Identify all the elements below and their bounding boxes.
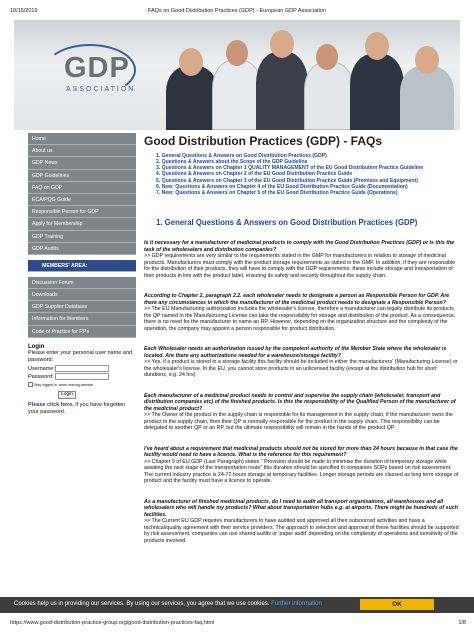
print-title: FAQs on Good Distribution Practices (GDP) - European GDP Association xyxy=(147,8,327,14)
faq-answer: >> The Current EU GDP requires manufacturers to have audited and approved all their outsourced activities and have a technical/quality agreement with their service providers. The approach to selection and approval of these facilities should be supported by risk assessment, companies can use shared audits or 'paper audit' depending on the complexity of operations and sensitivity of the products involved. xyxy=(144,518,459,544)
toc-link[interactable]: 6. New: Questions & Answers on Chapter 4 of the EU Good Distribution Practice Guide (Documentation) xyxy=(156,183,408,190)
forgot-password-text: if you have forgotten your password. xyxy=(28,402,126,415)
login-title: Login xyxy=(28,343,45,350)
main-content xyxy=(142,133,460,605)
login-button[interactable]: Login xyxy=(58,391,76,399)
banner-people-image xyxy=(156,26,456,130)
print-url: https://www.good-distribution-practice-group.org/good-distribution-practices-faq.html xyxy=(10,620,215,626)
toc-link[interactable]: 1. General Questions & Answers on Good Distribution Practices (GDP) xyxy=(156,152,327,159)
page-title: Good Distribution Practices (GDP) - FAQs xyxy=(144,134,383,148)
stay-logged-in-label: Stay logged in, when leaving website xyxy=(34,382,93,387)
members-nav-item[interactable]: Code of Practice for RPs xyxy=(28,326,136,338)
toc-link[interactable]: 4. Questions & Answers on Chapter 2 of the EU Good Distribution Practice Guide xyxy=(156,171,353,178)
forgot-password-link[interactable]: Please click here, xyxy=(28,402,74,409)
members-nav-item[interactable]: GDP Supplier Database xyxy=(28,301,136,313)
faq-question: According to Chapter 2, paragraph 2.2. each wholesaler needs to designate a person as Responsible Person for GDP. Are there any circumstances in which the manufacturer of the medicinal product needs to designate a Responsible Person? xyxy=(144,293,450,306)
members-area-header: MEMBERS' AREA: xyxy=(28,260,136,272)
toc-link[interactable]: 7. New: Questions & Answers on Chapter 5 of the EU Good Distribution Practice Guide (Operations) xyxy=(156,190,398,197)
login-box xyxy=(28,344,136,416)
nav-item[interactable]: Apply for Membership xyxy=(28,218,136,230)
nav-item[interactable]: Home xyxy=(28,133,136,145)
faq-answer: >> Yes, if a product is stored in a storage facility this facility should be included in either the manufacturers' (Manufacturing License) or the wholesaler's license. In the EU, you cannot store products in an unlicensed facility (except at the distribution hub for short durations, e.g. 24 hrs) xyxy=(144,359,458,379)
faq-answer: >> The EU Manufacturing authorization includes the wholesaler's license, therefore a manufacturer can legally distribute its products, the QP named in the Manufacturing License can take the responsibility for storage and distribution of the product. As a consequence, there is no need for the manufacturer to name an RP. However, depending on the organization structure and the complexity of the operation, the company may appoint a person responsible for product distribution. xyxy=(144,306,456,332)
logo-subtext: ASSOCIATION xyxy=(66,86,136,93)
pdf-header xyxy=(0,0,474,20)
nav-item[interactable]: FAQ on GDP xyxy=(28,182,136,194)
nav-item[interactable]: GDP Guidelines xyxy=(28,170,136,182)
nav-item[interactable]: About us xyxy=(28,145,136,157)
nav-item[interactable]: ECA/PQG Guide xyxy=(28,194,136,206)
faq-item xyxy=(144,446,460,485)
faq-item xyxy=(144,393,460,432)
faq-answer: >> GDP requirements are very similar to the requirements stated in the GMP for manufacturers in relation to storage of medicinal products. Manufacturers must comply with the product storage requirements as stated in the GMP. In addition, if they are responsible for the distribution of their products, they will have to comply with the GDP requirements; these include storage and transportation of their products in line with the product label, ensuring its safety and security throughout the supply chain. xyxy=(144,253,456,279)
faq-item xyxy=(144,293,460,332)
members-nav-item[interactable]: Information for Members xyxy=(28,313,136,325)
nav-item[interactable]: GDP Training xyxy=(28,231,136,243)
table-of-contents xyxy=(156,153,460,197)
faq-item xyxy=(144,499,460,545)
toc-link[interactable]: 5. Questions & Answers on Chapter 3 of the EU Good Distribution Practice Guide (Premises and Equipment) xyxy=(156,177,418,184)
faq-item xyxy=(144,240,460,279)
toc-link[interactable]: 2. Questions & Answers about the Scope of the GDP Guideline xyxy=(156,158,308,165)
username-input[interactable] xyxy=(55,365,109,372)
cookie-text: Cookies help us in providing our services. By using our services, you agree that we use cookies. xyxy=(14,601,270,607)
faq-answer: >> The Owner of the product in the supply chain is responsible for its management in the supply chain, if the manufacturer owns the product in the supply chain, then their QP is normally responsible for the product in the supply chain. This responsibility can be delegated to another QP or an RP, but the ultimate responsibility will remain in the hands of the product QP. xyxy=(144,412,453,432)
stay-logged-in-checkbox[interactable] xyxy=(28,382,33,387)
members-nav-item[interactable]: Downloads xyxy=(28,289,136,301)
nav-item[interactable]: Responsible Person for GDP xyxy=(28,206,136,218)
section-heading: 1. General Questions & Answers on Good Distribution Practices (GDP) xyxy=(156,217,418,227)
cookie-bar xyxy=(0,597,474,613)
username-label: Username: xyxy=(28,365,55,372)
password-input[interactable] xyxy=(55,373,109,380)
print-date: 10/15/2019 xyxy=(10,8,38,14)
login-prompt: Please enter your personal user name and password: xyxy=(28,350,132,363)
nav-item[interactable]: GDP News xyxy=(28,157,136,169)
site-banner xyxy=(14,20,460,130)
password-label: Password: xyxy=(28,374,54,381)
sidebar xyxy=(28,133,136,415)
cookie-ok-button[interactable]: OK xyxy=(360,599,434,610)
faq-question: Each manufacturer of a medicinal product needs to control and supervise the supply chain (wholesaler, transport and distribution companies etc) of the finished products. Is this the responsibility of the Qualified Person of the manufacturer of the medicinal product? xyxy=(144,392,456,412)
pdf-footer xyxy=(0,614,474,632)
logo-text: GDP xyxy=(64,52,130,84)
faq-question: Is it necessary for a manufacturer of medicinal products to comply with the Good Distribution Practices (GDP) or is this the task of the wholesalers and distribution companies? xyxy=(144,240,455,253)
faq-item xyxy=(144,346,460,379)
faq-question: As a manufacturer of finished medicinal products, do I need to audit all transport organisations, all warehouses and all wholesalers who will handle my products? What about transportation hubs e.g. at airports. There might be hundreds of such facilities. xyxy=(144,498,459,518)
gdp-association-logo[interactable] xyxy=(30,40,150,120)
faq-question: I've heard about a requirement that medicinal products should not be stored for more than 24 hours because in that case the facility would need to have a licence. What is the reference for this requirement? xyxy=(144,445,458,459)
faq-answer: >> Chapter 9 of EU GDP (Last Paragraph) states " Provision should be made to minimise the duration of temporary storage while awaiting the next stage of the transportation route" this duration should be specified in companies SOPs based on risk assessment. The current industry practice is 24-72 hours storage at temporary facilities. Longer storage periods are classed as long term storage of product and the facility must have a licence to operate. xyxy=(144,458,459,485)
faq-question: Each Wholesaler needs an authorization issued by the competent authority of the Member State where the wholesaler is located. Are there any authorizations needed for a warehouse/storage facility? xyxy=(144,346,447,359)
members-nav-item[interactable]: Discussion Forum xyxy=(28,277,136,289)
nav-item[interactable]: GDP Audits xyxy=(28,243,136,255)
page-number: 1/8 xyxy=(458,620,466,626)
cookie-more-link[interactable]: Further information xyxy=(271,601,322,607)
toc-link[interactable]: 3. Questions & Answers on Chapter 1 QUALITY MANAGEMENT of the EU Good Distribution Practice Guideline xyxy=(156,165,424,172)
